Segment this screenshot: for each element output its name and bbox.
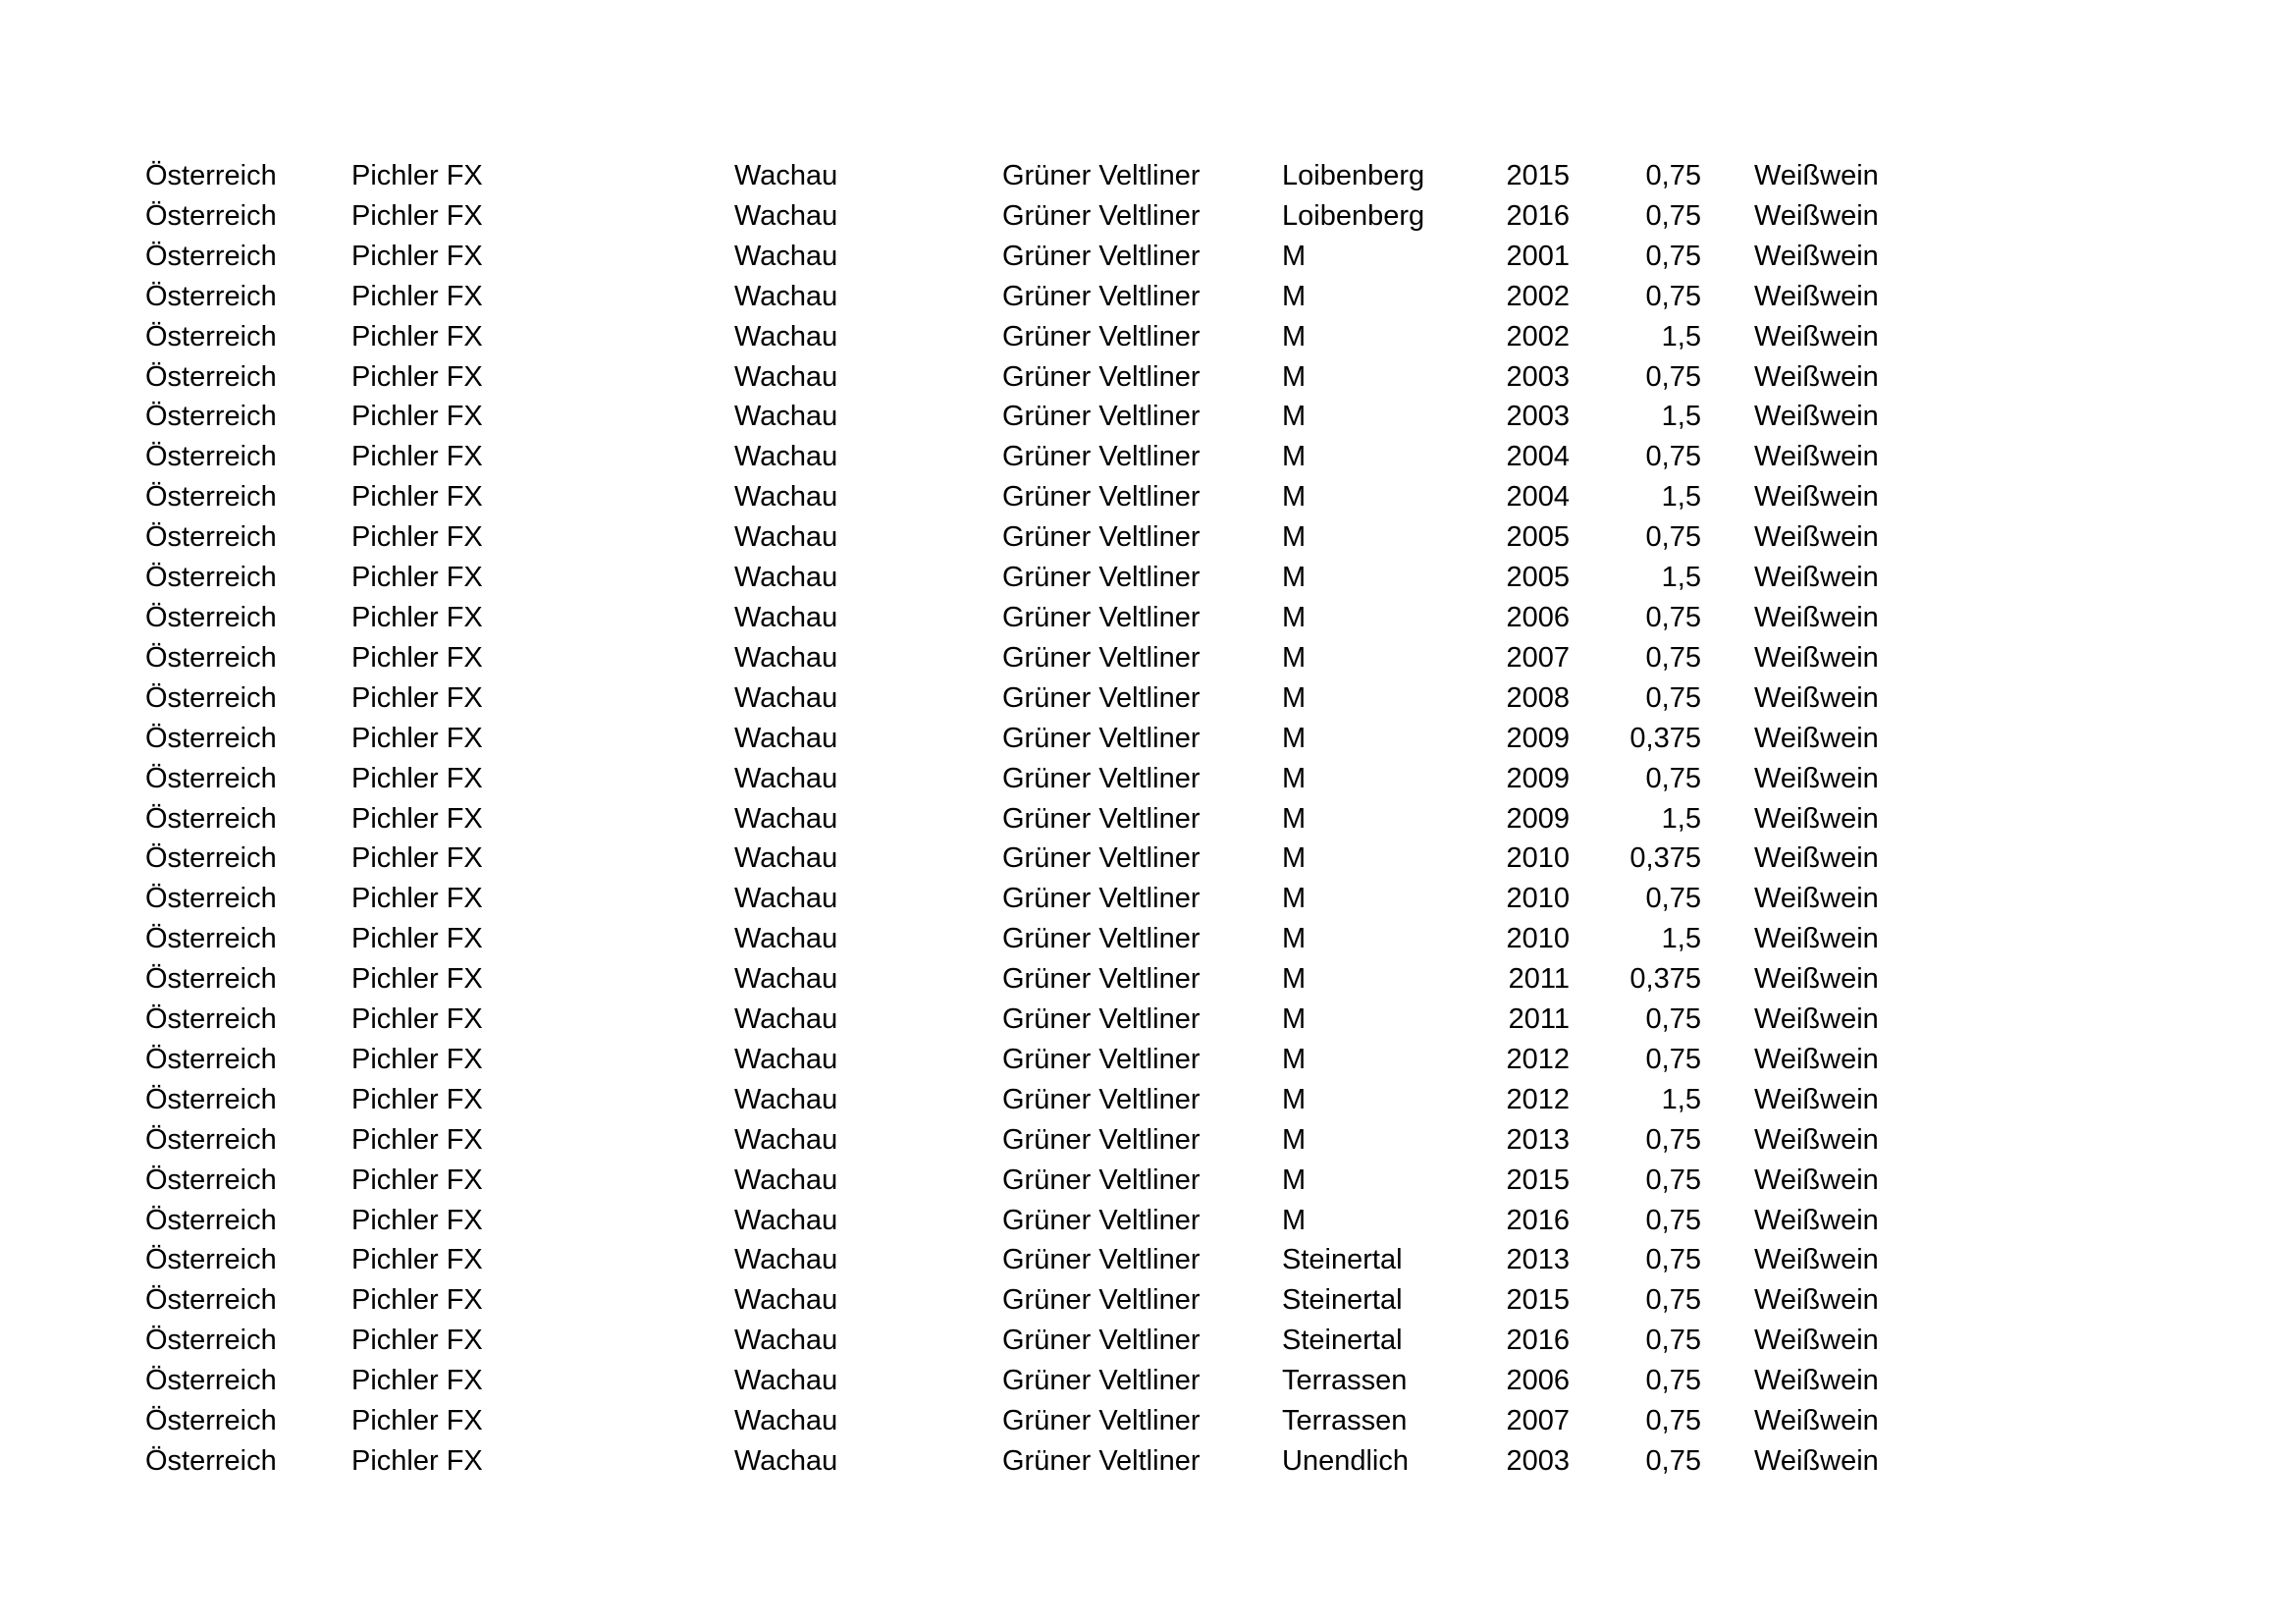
region-cell: Wachau xyxy=(734,481,838,514)
producer-cell: Pichler FX xyxy=(351,160,483,191)
bottle-size-cell: 0,75 xyxy=(1645,681,1701,714)
country-cell: Österreich xyxy=(145,1204,277,1236)
wine-name-cell: M xyxy=(1282,601,1307,633)
producer-cell: Pichler FX xyxy=(351,1043,483,1075)
grape-cell: Grüner Veltliner xyxy=(1002,883,1201,915)
grape-cell: Grüner Veltliner xyxy=(1002,1365,1201,1397)
producer-cell: Pichler FX xyxy=(351,1244,483,1276)
bottle-size-cell: 0,75 xyxy=(1645,360,1701,393)
wine-type-cell: Weißwein xyxy=(1754,963,1879,996)
country-cell: Österreich xyxy=(145,1123,277,1156)
bottle-size-cell: 0,75 xyxy=(1645,1164,1701,1196)
table-row xyxy=(145,1441,1888,1482)
table-row xyxy=(145,558,1888,598)
bottle-size-cell: 0,75 xyxy=(1645,1445,1701,1477)
table-row xyxy=(145,277,1888,317)
country-cell: Österreich xyxy=(145,160,277,191)
wine-type-cell: Weißwein xyxy=(1754,360,1879,393)
region-cell: Wachau xyxy=(734,240,838,272)
grape-cell: Grüner Veltliner xyxy=(1002,923,1201,955)
wine-type-cell: Weißwein xyxy=(1754,1365,1879,1397)
country-cell: Österreich xyxy=(145,320,277,352)
vintage-cell: 2002 xyxy=(1506,280,1570,312)
wine-type-cell: Weißwein xyxy=(1754,883,1879,915)
table-row xyxy=(145,1161,1888,1201)
bottle-size-cell: 0,375 xyxy=(1629,963,1701,996)
table-row xyxy=(145,357,1888,398)
table-row xyxy=(145,839,1888,879)
producer-cell: Pichler FX xyxy=(351,320,483,352)
region-cell: Wachau xyxy=(734,722,838,754)
bottle-size-cell: 0,75 xyxy=(1645,160,1701,191)
bottle-size-cell: 0,75 xyxy=(1645,883,1701,915)
region-cell: Wachau xyxy=(734,883,838,915)
producer-cell: Pichler FX xyxy=(351,762,483,794)
wine-name-cell: Steinertal xyxy=(1282,1244,1403,1276)
vintage-cell: 2007 xyxy=(1506,641,1570,674)
grape-cell: Grüner Veltliner xyxy=(1002,681,1201,714)
producer-cell: Pichler FX xyxy=(351,1405,483,1437)
bottle-size-cell: 1,5 xyxy=(1661,802,1701,835)
wine-name-cell: Loibenberg xyxy=(1282,160,1425,191)
country-cell: Österreich xyxy=(145,1445,277,1477)
wine-type-cell: Weißwein xyxy=(1754,722,1879,754)
vintage-cell: 2009 xyxy=(1506,762,1570,794)
grape-cell: Grüner Veltliner xyxy=(1002,160,1201,191)
wine-name-cell: M xyxy=(1282,240,1307,272)
wine-name-cell: Loibenberg xyxy=(1282,199,1425,232)
region-cell: Wachau xyxy=(734,802,838,835)
producer-cell: Pichler FX xyxy=(351,1445,483,1477)
bottle-size-cell: 0,75 xyxy=(1645,1365,1701,1397)
table-row xyxy=(145,317,1888,357)
vintage-cell: 2003 xyxy=(1506,360,1570,393)
grape-cell: Grüner Veltliner xyxy=(1002,1043,1201,1075)
grape-cell: Grüner Veltliner xyxy=(1002,1003,1201,1036)
producer-cell: Pichler FX xyxy=(351,280,483,312)
wine-list-body xyxy=(145,156,1888,1482)
country-cell: Österreich xyxy=(145,1083,277,1115)
country-cell: Österreich xyxy=(145,521,277,554)
grape-cell: Grüner Veltliner xyxy=(1002,762,1201,794)
wine-type-cell: Weißwein xyxy=(1754,601,1879,633)
country-cell: Österreich xyxy=(145,842,277,875)
grape-cell: Grüner Veltliner xyxy=(1002,1284,1201,1317)
region-cell: Wachau xyxy=(734,562,838,594)
producer-cell: Pichler FX xyxy=(351,199,483,232)
bottle-size-cell: 0,75 xyxy=(1645,1003,1701,1036)
region-cell: Wachau xyxy=(734,441,838,473)
producer-cell: Pichler FX xyxy=(351,963,483,996)
wine-type-cell: Weißwein xyxy=(1754,160,1879,191)
vintage-cell: 2013 xyxy=(1506,1123,1570,1156)
wine-type-cell: Weißwein xyxy=(1754,280,1879,312)
region-cell: Wachau xyxy=(734,1003,838,1036)
country-cell: Österreich xyxy=(145,1003,277,1036)
bottle-size-cell: 0,75 xyxy=(1645,521,1701,554)
table-row xyxy=(145,1040,1888,1080)
region-cell: Wachau xyxy=(734,280,838,312)
wine-name-cell: M xyxy=(1282,280,1307,312)
wine-type-cell: Weißwein xyxy=(1754,240,1879,272)
vintage-cell: 2015 xyxy=(1506,160,1570,191)
wine-type-cell: Weißwein xyxy=(1754,1445,1879,1477)
grape-cell: Grüner Veltliner xyxy=(1002,1244,1201,1276)
grape-cell: Grüner Veltliner xyxy=(1002,1204,1201,1236)
bottle-size-cell: 0,75 xyxy=(1645,1405,1701,1437)
wine-name-cell: M xyxy=(1282,320,1307,352)
bottle-size-cell: 1,5 xyxy=(1661,320,1701,352)
producer-cell: Pichler FX xyxy=(351,240,483,272)
country-cell: Österreich xyxy=(145,722,277,754)
table-row xyxy=(145,1361,1888,1401)
region-cell: Wachau xyxy=(734,1204,838,1236)
vintage-cell: 2010 xyxy=(1506,883,1570,915)
wine-type-cell: Weißwein xyxy=(1754,641,1879,674)
producer-cell: Pichler FX xyxy=(351,883,483,915)
table-row xyxy=(145,1280,1888,1321)
vintage-cell: 2012 xyxy=(1506,1043,1570,1075)
bottle-size-cell: 0,75 xyxy=(1645,1204,1701,1236)
wine-type-cell: Weißwein xyxy=(1754,1325,1879,1357)
wine-type-cell: Weißwein xyxy=(1754,320,1879,352)
country-cell: Österreich xyxy=(145,481,277,514)
grape-cell: Grüner Veltliner xyxy=(1002,641,1201,674)
bottle-size-cell: 0,75 xyxy=(1645,641,1701,674)
table-row xyxy=(145,678,1888,719)
wine-type-cell: Weißwein xyxy=(1754,681,1879,714)
bottle-size-cell: 0,75 xyxy=(1645,441,1701,473)
vintage-cell: 2011 xyxy=(1508,963,1570,996)
producer-cell: Pichler FX xyxy=(351,1003,483,1036)
region-cell: Wachau xyxy=(734,1405,838,1437)
producer-cell: Pichler FX xyxy=(351,1123,483,1156)
country-cell: Österreich xyxy=(145,1325,277,1357)
grape-cell: Grüner Veltliner xyxy=(1002,240,1201,272)
region-cell: Wachau xyxy=(734,963,838,996)
region-cell: Wachau xyxy=(734,762,838,794)
country-cell: Österreich xyxy=(145,802,277,835)
vintage-cell: 2004 xyxy=(1506,441,1570,473)
vintage-cell: 2002 xyxy=(1506,320,1570,352)
table-row xyxy=(145,879,1888,919)
bottle-size-cell: 1,5 xyxy=(1661,1083,1701,1115)
country-cell: Österreich xyxy=(145,1365,277,1397)
producer-cell: Pichler FX xyxy=(351,1325,483,1357)
region-cell: Wachau xyxy=(734,842,838,875)
country-cell: Österreich xyxy=(145,601,277,633)
wine-type-cell: Weißwein xyxy=(1754,521,1879,554)
table-row xyxy=(145,237,1888,277)
producer-cell: Pichler FX xyxy=(351,923,483,955)
region-cell: Wachau xyxy=(734,401,838,433)
grape-cell: Grüner Veltliner xyxy=(1002,722,1201,754)
table-row xyxy=(145,1401,1888,1441)
table-row xyxy=(145,1120,1888,1161)
grape-cell: Grüner Veltliner xyxy=(1002,601,1201,633)
country-cell: Österreich xyxy=(145,641,277,674)
wine-list-table xyxy=(145,156,1888,1482)
bottle-size-cell: 1,5 xyxy=(1661,923,1701,955)
wine-name-cell: M xyxy=(1282,441,1307,473)
region-cell: Wachau xyxy=(734,1445,838,1477)
grape-cell: Grüner Veltliner xyxy=(1002,280,1201,312)
wine-name-cell: Terrassen xyxy=(1282,1365,1408,1397)
bottle-size-cell: 1,5 xyxy=(1661,562,1701,594)
region-cell: Wachau xyxy=(734,1164,838,1196)
vintage-cell: 2003 xyxy=(1506,401,1570,433)
region-cell: Wachau xyxy=(734,641,838,674)
table-row xyxy=(145,759,1888,799)
region-cell: Wachau xyxy=(734,320,838,352)
table-row xyxy=(145,919,1888,959)
vintage-cell: 2010 xyxy=(1506,842,1570,875)
country-cell: Österreich xyxy=(145,1043,277,1075)
wine-type-cell: Weißwein xyxy=(1754,1284,1879,1317)
grape-cell: Grüner Veltliner xyxy=(1002,441,1201,473)
grape-cell: Grüner Veltliner xyxy=(1002,360,1201,393)
wine-name-cell: M xyxy=(1282,802,1307,835)
region-cell: Wachau xyxy=(734,681,838,714)
bottle-size-cell: 0,75 xyxy=(1645,1284,1701,1317)
grape-cell: Grüner Veltliner xyxy=(1002,320,1201,352)
country-cell: Österreich xyxy=(145,883,277,915)
vintage-cell: 2006 xyxy=(1506,601,1570,633)
producer-cell: Pichler FX xyxy=(351,360,483,393)
vintage-cell: 2007 xyxy=(1506,1405,1570,1437)
grape-cell: Grüner Veltliner xyxy=(1002,963,1201,996)
bottle-size-cell: 0,75 xyxy=(1645,1123,1701,1156)
table-row xyxy=(145,719,1888,759)
vintage-cell: 2013 xyxy=(1506,1244,1570,1276)
grape-cell: Grüner Veltliner xyxy=(1002,199,1201,232)
producer-cell: Pichler FX xyxy=(351,681,483,714)
wine-type-cell: Weißwein xyxy=(1754,562,1879,594)
table-row xyxy=(145,1000,1888,1040)
wine-type-cell: Weißwein xyxy=(1754,401,1879,433)
table-row xyxy=(145,959,1888,1000)
country-cell: Österreich xyxy=(145,1405,277,1437)
table-row xyxy=(145,598,1888,638)
region-cell: Wachau xyxy=(734,1365,838,1397)
country-cell: Österreich xyxy=(145,1284,277,1317)
vintage-cell: 2009 xyxy=(1506,802,1570,835)
table-row xyxy=(145,196,1888,237)
wine-name-cell: M xyxy=(1282,360,1307,393)
grape-cell: Grüner Veltliner xyxy=(1002,481,1201,514)
grape-cell: Grüner Veltliner xyxy=(1002,521,1201,554)
vintage-cell: 2009 xyxy=(1506,722,1570,754)
wine-name-cell: M xyxy=(1282,1164,1307,1196)
table-row xyxy=(145,517,1888,558)
grape-cell: Grüner Veltliner xyxy=(1002,1445,1201,1477)
wine-type-cell: Weißwein xyxy=(1754,923,1879,955)
grape-cell: Grüner Veltliner xyxy=(1002,802,1201,835)
wine-name-cell: M xyxy=(1282,963,1307,996)
producer-cell: Pichler FX xyxy=(351,1204,483,1236)
vintage-cell: 2005 xyxy=(1506,562,1570,594)
grape-cell: Grüner Veltliner xyxy=(1002,1083,1201,1115)
grape-cell: Grüner Veltliner xyxy=(1002,1123,1201,1156)
country-cell: Österreich xyxy=(145,1164,277,1196)
wine-type-cell: Weißwein xyxy=(1754,842,1879,875)
country-cell: Österreich xyxy=(145,280,277,312)
region-cell: Wachau xyxy=(734,199,838,232)
grape-cell: Grüner Veltliner xyxy=(1002,842,1201,875)
wine-name-cell: M xyxy=(1282,762,1307,794)
wine-type-cell: Weißwein xyxy=(1754,1083,1879,1115)
grape-cell: Grüner Veltliner xyxy=(1002,401,1201,433)
wine-type-cell: Weißwein xyxy=(1754,1043,1879,1075)
table-row xyxy=(145,437,1888,477)
region-cell: Wachau xyxy=(734,923,838,955)
wine-type-cell: Weißwein xyxy=(1754,1405,1879,1437)
region-cell: Wachau xyxy=(734,1284,838,1317)
vintage-cell: 2001 xyxy=(1506,240,1570,272)
producer-cell: Pichler FX xyxy=(351,802,483,835)
grape-cell: Grüner Veltliner xyxy=(1002,1405,1201,1437)
producer-cell: Pichler FX xyxy=(351,842,483,875)
wine-name-cell: Steinertal xyxy=(1282,1325,1403,1357)
grape-cell: Grüner Veltliner xyxy=(1002,1164,1201,1196)
producer-cell: Pichler FX xyxy=(351,601,483,633)
country-cell: Österreich xyxy=(145,762,277,794)
region-cell: Wachau xyxy=(734,1325,838,1357)
table-row xyxy=(145,156,1888,196)
wine-type-cell: Weißwein xyxy=(1754,199,1879,232)
region-cell: Wachau xyxy=(734,1043,838,1075)
country-cell: Österreich xyxy=(145,401,277,433)
wine-name-cell: M xyxy=(1282,1043,1307,1075)
wine-name-cell: M xyxy=(1282,1123,1307,1156)
wine-name-cell: M xyxy=(1282,1003,1307,1036)
vintage-cell: 2003 xyxy=(1506,1445,1570,1477)
producer-cell: Pichler FX xyxy=(351,562,483,594)
bottle-size-cell: 0,75 xyxy=(1645,1244,1701,1276)
bottle-size-cell: 0,75 xyxy=(1645,1043,1701,1075)
producer-cell: Pichler FX xyxy=(351,641,483,674)
table-row xyxy=(145,1080,1888,1120)
vintage-cell: 2016 xyxy=(1506,1325,1570,1357)
region-cell: Wachau xyxy=(734,601,838,633)
producer-cell: Pichler FX xyxy=(351,1083,483,1115)
bottle-size-cell: 1,5 xyxy=(1661,481,1701,514)
country-cell: Österreich xyxy=(145,681,277,714)
country-cell: Österreich xyxy=(145,923,277,955)
producer-cell: Pichler FX xyxy=(351,521,483,554)
vintage-cell: 2006 xyxy=(1506,1365,1570,1397)
vintage-cell: 2004 xyxy=(1506,481,1570,514)
country-cell: Österreich xyxy=(145,562,277,594)
table-row xyxy=(145,1240,1888,1280)
wine-name-cell: M xyxy=(1282,481,1307,514)
grape-cell: Grüner Veltliner xyxy=(1002,562,1201,594)
grape-cell: Grüner Veltliner xyxy=(1002,1325,1201,1357)
region-cell: Wachau xyxy=(734,1123,838,1156)
wine-type-cell: Weißwein xyxy=(1754,481,1879,514)
table-row xyxy=(145,638,1888,678)
country-cell: Österreich xyxy=(145,199,277,232)
producer-cell: Pichler FX xyxy=(351,722,483,754)
bottle-size-cell: 0,375 xyxy=(1629,842,1701,875)
table-row xyxy=(145,1321,1888,1361)
vintage-cell: 2015 xyxy=(1506,1284,1570,1317)
wine-name-cell: Steinertal xyxy=(1282,1284,1403,1317)
bottle-size-cell: 1,5 xyxy=(1661,401,1701,433)
vintage-cell: 2016 xyxy=(1506,199,1570,232)
table-row xyxy=(145,1201,1888,1241)
bottle-size-cell: 0,75 xyxy=(1645,240,1701,272)
producer-cell: Pichler FX xyxy=(351,481,483,514)
wine-name-cell: M xyxy=(1282,562,1307,594)
country-cell: Österreich xyxy=(145,360,277,393)
vintage-cell: 2011 xyxy=(1508,1003,1570,1036)
wine-type-cell: Weißwein xyxy=(1754,762,1879,794)
vintage-cell: 2005 xyxy=(1506,521,1570,554)
region-cell: Wachau xyxy=(734,1083,838,1115)
producer-cell: Pichler FX xyxy=(351,441,483,473)
wine-name-cell: Unendlich xyxy=(1282,1445,1409,1477)
region-cell: Wachau xyxy=(734,1244,838,1276)
table-row xyxy=(145,799,1888,839)
table-row xyxy=(145,477,1888,517)
wine-name-cell: M xyxy=(1282,722,1307,754)
wine-name-cell: Terrassen xyxy=(1282,1405,1408,1437)
country-cell: Österreich xyxy=(145,240,277,272)
producer-cell: Pichler FX xyxy=(351,1284,483,1317)
bottle-size-cell: 0,75 xyxy=(1645,762,1701,794)
vintage-cell: 2008 xyxy=(1506,681,1570,714)
bottle-size-cell: 0,375 xyxy=(1629,722,1701,754)
wine-name-cell: M xyxy=(1282,401,1307,433)
bottle-size-cell: 0,75 xyxy=(1645,280,1701,312)
vintage-cell: 2016 xyxy=(1506,1204,1570,1236)
bottle-size-cell: 0,75 xyxy=(1645,199,1701,232)
producer-cell: Pichler FX xyxy=(351,1164,483,1196)
wine-name-cell: M xyxy=(1282,923,1307,955)
wine-type-cell: Weißwein xyxy=(1754,1244,1879,1276)
wine-type-cell: Weißwein xyxy=(1754,1204,1879,1236)
vintage-cell: 2012 xyxy=(1506,1083,1570,1115)
region-cell: Wachau xyxy=(734,160,838,191)
vintage-cell: 2015 xyxy=(1506,1164,1570,1196)
country-cell: Österreich xyxy=(145,441,277,473)
wine-name-cell: M xyxy=(1282,883,1307,915)
region-cell: Wachau xyxy=(734,521,838,554)
producer-cell: Pichler FX xyxy=(351,401,483,433)
wine-name-cell: M xyxy=(1282,641,1307,674)
wine-type-cell: Weißwein xyxy=(1754,802,1879,835)
wine-type-cell: Weißwein xyxy=(1754,1123,1879,1156)
vintage-cell: 2010 xyxy=(1506,923,1570,955)
producer-cell: Pichler FX xyxy=(351,1365,483,1397)
bottle-size-cell: 0,75 xyxy=(1645,601,1701,633)
wine-name-cell: M xyxy=(1282,1204,1307,1236)
country-cell: Österreich xyxy=(145,1244,277,1276)
wine-name-cell: M xyxy=(1282,681,1307,714)
table-row xyxy=(145,397,1888,437)
country-cell: Österreich xyxy=(145,963,277,996)
wine-name-cell: M xyxy=(1282,521,1307,554)
wine-type-cell: Weißwein xyxy=(1754,441,1879,473)
region-cell: Wachau xyxy=(734,360,838,393)
bottle-size-cell: 0,75 xyxy=(1645,1325,1701,1357)
wine-type-cell: Weißwein xyxy=(1754,1164,1879,1196)
wine-name-cell: M xyxy=(1282,1083,1307,1115)
wine-name-cell: M xyxy=(1282,842,1307,875)
wine-type-cell: Weißwein xyxy=(1754,1003,1879,1036)
